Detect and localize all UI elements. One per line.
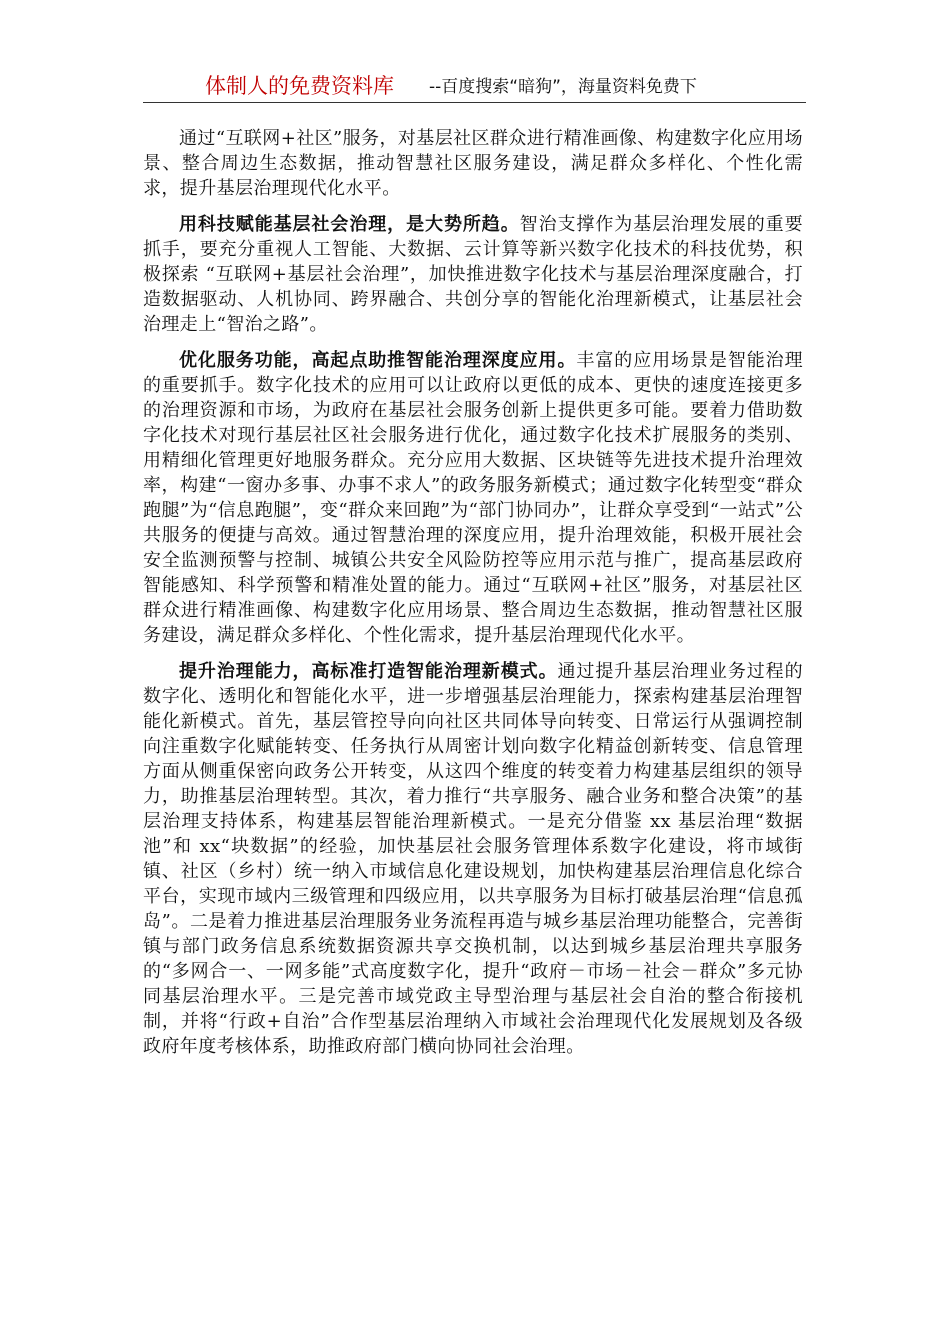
paragraph-service-optimization [143, 348, 803, 648]
paragraph-text: 通过提升基层治理业务过程的数字化、透明化和智能化水平，进一步增强基层治理能力，探索构建基层治理智能化新模式。首先，基层管控导向向社区共同体导向转变、日常运行从强调控制向注重数字化赋能转变、任务执行从周密计划向数字化精益创新转变、信息管理方面从侧重保密向政务公开转变，从这四个维度的转变着力构建基层组织的领导力，助推基层治理转型。其次，着力推行“共享服务、融合业务和整合决策”的基层治理支持体系，构建基层智能治理新模式。一是充分借鉴 xx 基层治理“数据池”和 xx“块数据”的经验，加快基层社会服务管理体系数字化建设，将市域街镇、社区（乡村）统一纳入市域信息化建设规划，加快构建基层治理信息化综合平台，实现市域内三级管理和四级应用，以共享服务为目标打破基层治理“信息孤岛”。二是着力推进基层治理服务业务流程再造与城乡基层治理功能整合，完善街镇与部门政务信息系统数据资源共享交换机制，以达到城乡基层治理共享服务的“多网合一、一网多能”式高度数字化，提升“政府－市场－社会－群众”多元协同基层治理水平。三是完善市域党政主导型治理与基层社会自治的整合衔接机制，并将“行政+自治”合作型基层治理纳入市域社会治理现代化发展规划及各级政府年度考核体系，助推政府部门横向协同社会治理。 [143, 661, 803, 1057]
paragraph-governance-capability [143, 659, 803, 1059]
page-header [143, 72, 806, 103]
paragraph-lead: 优化服务功能，高起点助推智能治理深度应用。 [179, 350, 577, 371]
paragraph-text: 智治支撑作为基层治理发展的重要抓手，要充分重视人工智能、大数据、云计算等新兴数字化技术的科技优势，积极探索 “互联网+基层社会治理”，加快推进数字化技术与基层治理深度融合，打造数据驱动、人机协同、跨界融合、共创分享的智能化治理新模式，让基层社会治理走上“智治之路”。 [143, 214, 804, 335]
paragraph-lead: 提升治理能力，高标准打造智能治理新模式。 [179, 661, 558, 682]
header-brand: 体制人的免费资料库 [205, 74, 394, 98]
paragraph-intro [143, 126, 803, 201]
paragraph-text: 通过“互联网+社区”服务，对基层社区群众进行精准画像、构建数字化应用场景、整合周边生态数据，推动智慧社区服务建设，满足群众多样化、个性化需求，提升基层治理现代化水平。 [143, 128, 803, 199]
paragraph-lead: 用科技赋能基层社会治理，是大势所趋。 [179, 214, 520, 235]
paragraph-text: 丰富的应用场景是智能治理的重要抓手。数字化技术的应用可以让政府以更低的成本、更快的速度连接更多的治理资源和市场，为政府在基层社会服务创新上提供更多可能。要着力借助数字化技术对现行基层社区社会服务进行优化，通过数字化技术扩展服务的类别、用精细化管理更好地服务群众。充分应用大数据、区块链等先进技术提升治理效率，构建“一窗办多事、办事不求人”的政务服务新模式；通过数字化转型变“群众跑腿”为“信息跑腿”，变“群众来回跑”为“部门协同办”，让群众享受到“一站式”公共服务的便捷与高效。通过智慧治理的深度应用，提升治理效能，积极开展社会安全监测预警与控制、城镇公共安全风险防控等应用示范与推广，提高基层政府智能感知、科学预警和精准处置的能力。通过“互联网+社区”服务，对基层社区群众进行精准画像、构建数字化应用场景、整合周边生态数据，推动智慧社区服务建设，满足群众多样化、个性化需求，提升基层治理现代化水平。 [143, 350, 803, 646]
document-body [143, 126, 803, 1070]
header-tagline: --百度搜索“暗狗”，海量资料免费下 [429, 77, 697, 97]
paragraph-tech-empowerment [143, 212, 803, 337]
